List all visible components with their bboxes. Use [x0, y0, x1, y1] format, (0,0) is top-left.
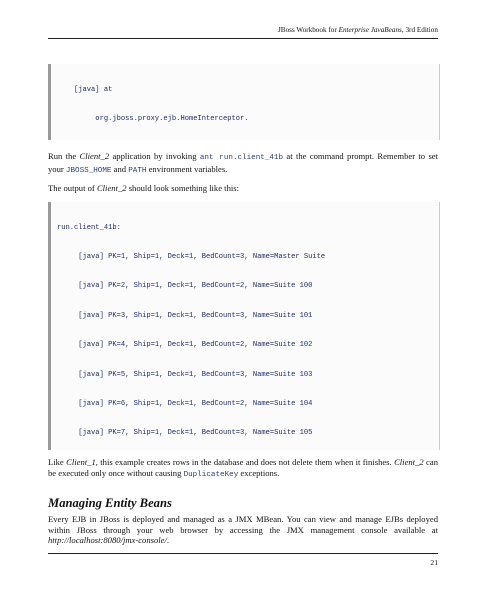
exception-name: DuplicateKey	[183, 470, 239, 479]
text: Like	[48, 457, 67, 467]
code-line: org.jboss.proxy.ejb.HomeInterceptor.	[57, 114, 249, 123]
header-prefix: JBoss Workbook for	[277, 26, 339, 34]
code-line: run.client_41b:	[57, 223, 121, 232]
client-name: Client_1	[66, 457, 96, 467]
code-line: [java] PK=1, Ship=1, Deck=1, BedCount=3, Name=Master Suite	[57, 252, 326, 261]
paragraph-output-intro	[48, 183, 438, 194]
text: Every EJB in JBoss is deployed and managed as a JMX MBean. You can view and manage EJBs deployed within JBoss through your web browser by accessing the JMX management console available at	[48, 514, 438, 535]
paragraph-managing-ejbs	[48, 514, 438, 546]
text: Run the	[48, 151, 80, 161]
code-line: [java] PK=5, Ship=1, Deck=1, BedCount=3, Name=Suite 103	[57, 370, 313, 379]
code-block-output	[48, 202, 440, 450]
code-line: [java] at	[57, 85, 113, 94]
text: at the command prompt. Remember to set your	[48, 151, 438, 174]
running-header	[48, 26, 438, 35]
client-name: Client_2	[394, 457, 424, 467]
client-name: Client_2	[96, 183, 127, 193]
code-block-stacktrace	[48, 64, 440, 140]
code-line: [java] PK=4, Ship=1, Deck=1, BedCount=2, Name=Suite 102	[57, 341, 313, 350]
text: The output of	[48, 183, 97, 193]
text: can be executed only once without causing	[48, 457, 438, 478]
code-line: [java] PK=6, Ship=1, Deck=1, BedCount=2, Name=Suite 104	[57, 399, 313, 408]
text: environment variables.	[146, 163, 228, 174]
paragraph-run-client	[48, 151, 438, 176]
header-suffix: , 3rd Edition	[401, 26, 438, 34]
text: exceptions.	[238, 467, 280, 478]
text: application by invoking	[109, 151, 200, 161]
code-line: [java] PK=2, Ship=1, Deck=1, BedCount=2, Name=Suite 100	[57, 282, 313, 291]
section-heading: Managing Entity Beans	[48, 496, 172, 510]
header-rule	[48, 38, 438, 39]
code-line: [java] PK=3, Ship=1, Deck=1, BedCount=3, Name=Suite 101	[57, 311, 313, 320]
text: , this example creates rows in the database and does not delete them when it finishes.	[95, 457, 395, 467]
page-number: 21	[430, 558, 438, 567]
env-var-jboss-home: JBOSS_HOME	[65, 166, 112, 175]
header-title: Enterprise JavaBeans	[338, 26, 402, 34]
ant-command: ant run.client_41b	[199, 154, 284, 162]
client-name: Client_2	[79, 151, 110, 161]
text: should look something like this:	[126, 183, 239, 193]
text: and	[111, 163, 129, 174]
footer-rule	[48, 553, 438, 554]
text: .	[166, 535, 170, 546]
jmx-console-url: http://localhost:8080/jmx-console/	[48, 535, 167, 546]
code-line: [java] PK=7, Ship=1, Deck=1, BedCount=3, Name=Suite 105	[57, 429, 313, 438]
paragraph-like-client	[48, 457, 438, 480]
env-var-path: PATH	[128, 166, 147, 175]
